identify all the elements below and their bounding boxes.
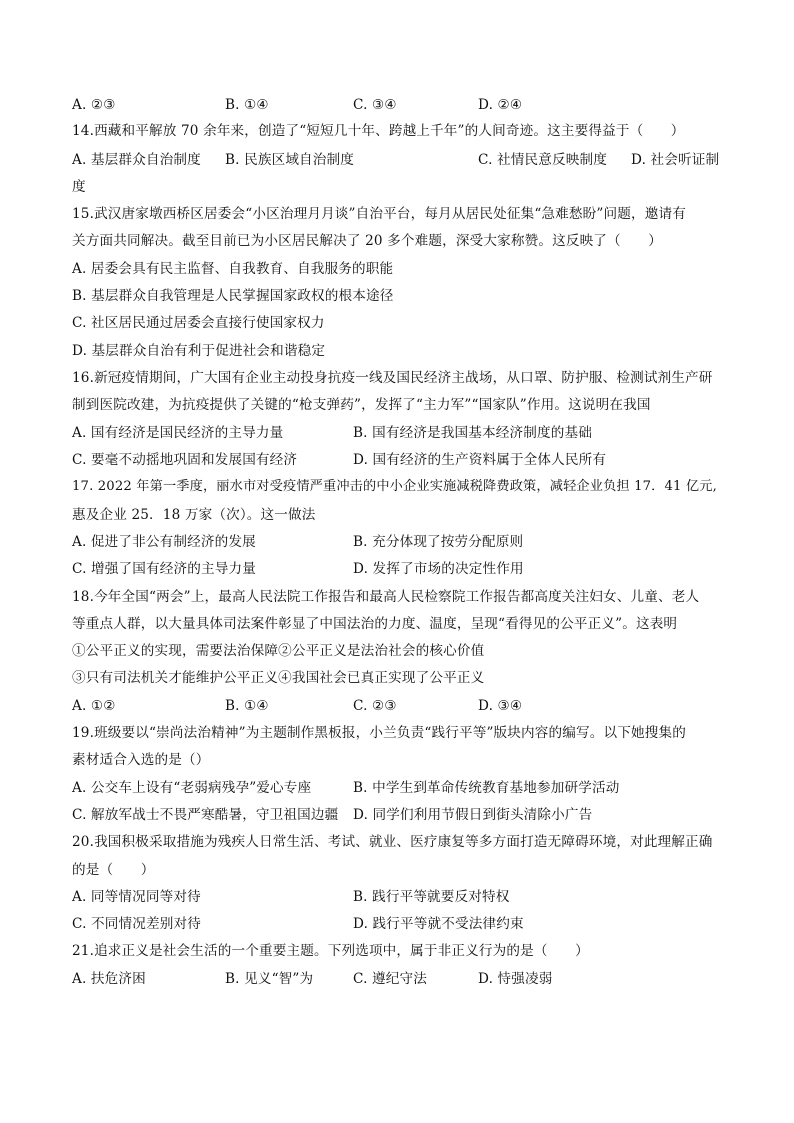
q18-option-a[interactable]: A. ①② [72,698,116,714]
q14-option-d[interactable]: D. 社会听证制 [631,152,720,168]
q15-option-c[interactable]: C. 社区居民通过居委会直接行使国家权力 [72,315,325,331]
q17-option-d[interactable]: D. 发挥了市场的决定性作用 [353,561,524,577]
q20-options-row-1 [72,888,722,906]
q20-option-c[interactable]: C. 不同情况差别对待 [72,916,201,932]
q15-stem-line-1: 15.武汉唐家墩西桥区居委会“小区治理月月谈”自治平台，每月从居民处征集“急难愁盼”问题，邀请有 [72,206,686,222]
q13-option-b[interactable]: B. ①④ [225,97,269,113]
q18-statements-line-2: ③只有司法机关才能维护公平正义④我国社会已真正实现了公平正义 [72,670,485,686]
q16-stem-line-2: 制到医院改建，为抗疫提供了关键的“枪支弹药”，发挥了“主力军”“国家队”作用。这说明在我国 [72,397,651,413]
q21-option-d[interactable]: D. 恃强凌弱 [478,971,553,987]
q17-options-row-2 [72,560,722,578]
q14-option-d-continued: 度 [72,179,86,195]
q21-option-c[interactable]: C. 遵纪守法 [353,971,427,987]
q18-option-c[interactable]: C. ②③ [353,698,397,714]
q15-stem-line-2: 关方面共同解决。截至目前已为小区居民解决了 20 多个难题，深受大家称赞。这反映了（ ） [72,233,663,249]
q20-option-b[interactable]: B. 践行平等就要反对特权 [353,889,510,905]
q17-options-row-1 [72,533,722,551]
q18-stem-line-2: 等重点人群，以大量具体司法案件彰显了中国法治的力度、温度，呈现“看得见的公平正义”。这表明 [72,616,678,632]
q13-option-c[interactable]: C. ③④ [353,97,397,113]
q16-option-c[interactable]: C. 要毫不动摇地巩固和发展国有经济 [72,452,298,468]
q19-option-a[interactable]: A. 公交车上设有“老弱病残孕”爱心专座 [72,780,312,796]
q16-stem-line-1: 16.新冠疫情期间，广大国有企业主动投身抗疫一线及国民经济主战场，从口罩、防护服、检测试剂生产研 [72,370,713,386]
q14-stem: 14.西藏和平解放 70 余年来，创造了“短短几十年、跨越上千年”的人间奇迹。这主要得益于（ ） [72,123,685,139]
q17-stem-line-1: 17. 2022 年第一季度，丽水市对受疫情严重冲击的中小企业实施减税降费政策，减轻企业负担 17．41 亿元, [72,479,717,494]
q21-option-a[interactable]: A. 扶危济困 [72,971,146,987]
q19-stem-line-1: 19.班级要以“崇尚法治精神”为主题制作黑板报，小兰负责“践行平等”版块内容的编写。以下她搜集的 [72,725,686,741]
q14-options [72,151,722,169]
q13-option-d[interactable]: D. ②④ [478,97,523,113]
q16-option-a[interactable]: A. 国有经济是国民经济的主导力量 [72,425,284,441]
q21-option-b[interactable]: B. 见义“智”为 [225,971,314,987]
q18-option-d[interactable]: D. ③④ [478,698,523,714]
q18-stem-line-1: 18.今年全国“两会”上，最高人民法院工作报告和最高人民检察院工作报告都高度关注妇女、儿童、老人 [72,589,700,605]
q16-option-b[interactable]: B. 国有经济是我国基本经济制度的基础 [353,425,592,441]
q20-option-d[interactable]: D. 践行平等就不受法律约束 [353,916,524,932]
q17-stem-line-2: 惠及企业 25．18 万家（次）。这一做法 [72,507,316,523]
q19-stem-line-2: 素材适合入选的是（） [72,752,210,768]
q15-option-d[interactable]: D. 基层群众自治有利于促进社会和谐稳定 [72,343,326,359]
q16-options-row-2 [72,451,722,469]
q16-options-row-1 [72,424,722,442]
q17-option-c[interactable]: C. 增强了国有经济的主导力量 [72,561,256,577]
q14-option-a[interactable]: A. 基层群众自治制度 [72,152,201,168]
q13-options [72,96,722,114]
q17-option-a[interactable]: A. 促进了非公有制经济的发展 [72,534,256,550]
q17-option-b[interactable]: B. 充分体现了按劳分配原则 [353,534,524,550]
q18-option-b[interactable]: B. ①④ [225,698,269,714]
q18-statements-line-1: ①公平正义的实现，需要法治保障②公平正义是法治社会的核心价值 [72,643,485,659]
q20-stem-line-2: 的是（ ） [72,862,155,878]
q19-options-row-2 [72,806,722,824]
q15-option-a[interactable]: A. 居委会具有民主监督、自我教育、自我服务的职能 [72,261,394,277]
q19-option-b[interactable]: B. 中学生到革命传统教育基地参加研学活动 [353,780,620,796]
q16-option-d[interactable]: D. 国有经济的生产资料属于全体人民所有 [353,452,607,468]
q20-options-row-2 [72,915,722,933]
q19-options-row-1 [72,779,722,797]
q21-options [72,970,722,988]
q14-option-c[interactable]: C. 社情民意反映制度 [478,152,607,168]
q20-stem-line-1: 20.我国积极采取措施为残疾人日常生活、考试、就业、医疗康复等多方面打造无障碍环境，对此理解正确 [72,834,713,850]
q20-option-a[interactable]: A. 同等情况同等对待 [72,889,201,905]
q19-option-d[interactable]: D. 同学们利用节假日到街头清除小广告 [353,807,593,823]
q18-options [72,697,722,715]
q15-option-b[interactable]: B. 基层群众自我管理是人民掌握国家政权的根本途径 [72,288,394,304]
q21-stem: 21.追求正义是社会生活的一个重要主题。下列选项中，属于非正义行为的是（ ） [72,943,589,959]
q13-option-a[interactable]: A. ②③ [72,97,116,113]
q19-option-c[interactable]: C. 解放军战士不畏严寒酷暑，守卫祖国边疆 [72,807,339,823]
q14-option-b[interactable]: B. 民族区域自治制度 [225,152,355,168]
